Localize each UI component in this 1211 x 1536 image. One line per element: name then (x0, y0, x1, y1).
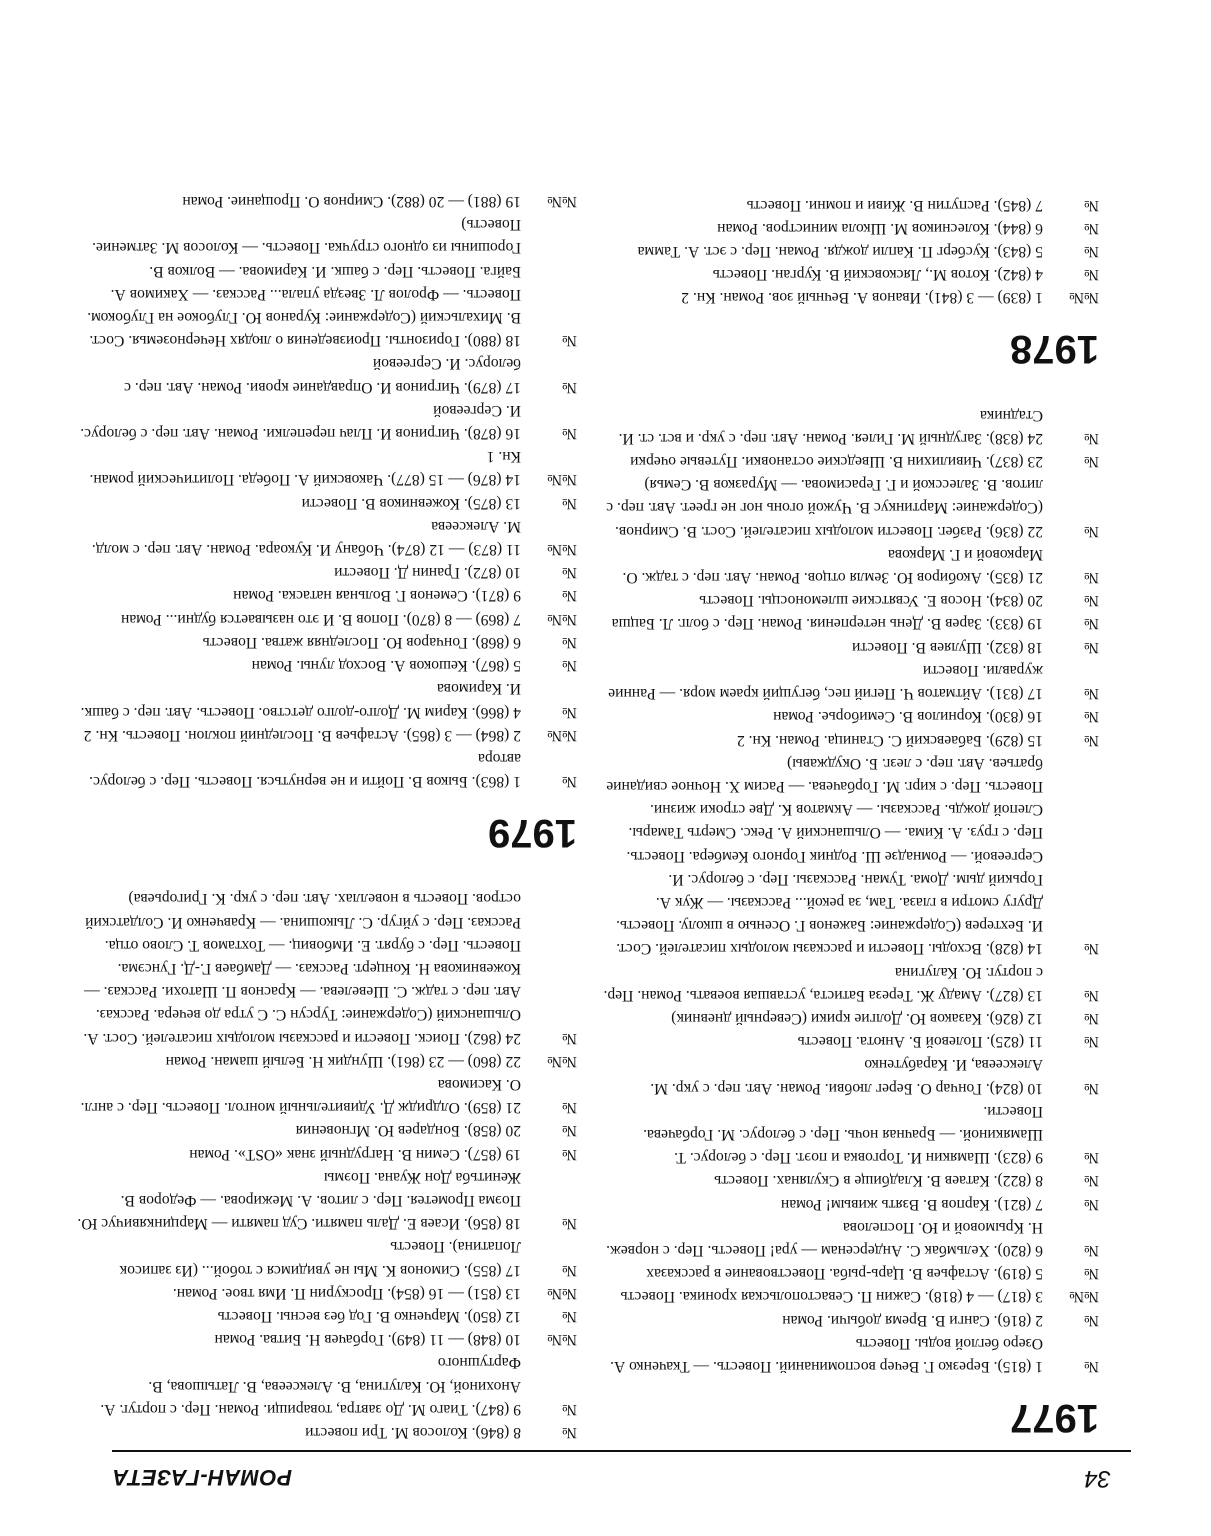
entry-text: 4 (866). Карим М. Долго-долго детство. Повесть. Авт. пер. с башк. И. Каримова (80, 680, 521, 721)
entry-text: 18 (880). Горизонты. Произведения о людях Нечерноземья. Сост. В. Михальский (Содержание: Куранов Ю. Глубокое на Глубоком. Повесть. — Фролов Л. Звезда упала... Рассказ. — Хакимов А. Байга. Повесть. Пер. с башк. И. Каримова. — Волков В. Горошины из одного стручка. Повесть. — Колосов М. Затмение. Повесть) (87, 216, 521, 350)
entry-text: 12 (850). Марченко В. Год без весны. Повесть (217, 1307, 521, 1325)
entry-number-sign: № (1084, 1358, 1099, 1375)
catalog-entry (77, 1119, 577, 1142)
catalog-entry (599, 636, 1099, 659)
catalog-entry (599, 1192, 1099, 1215)
catalog-entry (599, 217, 1099, 240)
entry-number-sign: № (1084, 569, 1099, 587)
entry-text: 7 (821). Карпов В. Взять живым! Роман (780, 1195, 1043, 1213)
entry-text: 18 (856). Исаев Е. Даль памяти. Суд памяти — Марцинкявичус Ю. Поэма Прометея. Пер. с литов. А. Межирова. — Федоров В. Женитьба Дон Жуана. Поэмы (77, 1168, 521, 1233)
entry-number-sign: №№ (1069, 1288, 1099, 1306)
catalog-entry (599, 705, 1099, 728)
entry-text: 2 (864) — 3 (865). Астафьев В. Последний поклон. Повесть. Кн. 2 (83, 726, 521, 744)
entry-text: 8 (822). Катаев В. Кладбище в Скулянах. Повесть (714, 1172, 1043, 1190)
entry-text: 16 (878). Чигринов И. Плач перепелки. Роман. Авт. пер. с белорус. И. Сергеевой (80, 401, 521, 443)
entry-number-sign: № (1084, 638, 1099, 656)
entry-number-sign: № (1084, 243, 1099, 261)
year-heading-1977: 1977 (1010, 1396, 1099, 1440)
catalog-entry (77, 1235, 577, 1281)
entry-text: 2 (816). Санги В. Время добычи. Роман (782, 1311, 1043, 1329)
entry-number-sign: № (1084, 1172, 1099, 1190)
entry-number-sign: № (1084, 731, 1099, 749)
catalog-entry (599, 1216, 1099, 1262)
catalog-entry (599, 1100, 1099, 1170)
entries-1978-continued (77, 887, 577, 1444)
entry-text: 7 (869) — 8 (870). Попов В. И это называется будни... Роман (120, 610, 521, 628)
entry-text: 17 (879). Чигринов И. Оправдание крови. Роман. Авт. пер. с белорус. И. Сергеевой (124, 355, 521, 396)
catalog-entry (77, 1421, 577, 1444)
catalog-entry (599, 1332, 1099, 1378)
left-column (599, 193, 1099, 1444)
entry-text: 22 (860) — 23 (861). Шундик Н. Белый шаман. Роман (165, 1052, 521, 1070)
entry-text: 17 (831). Айтматов Ч. Пегий пес, бегущий краем моря. — Ранние журавли. Повести (608, 661, 1043, 703)
entry-text: 1 (839) — 3 (841). Иванов А. Вечный зов. Роман. Кн. 2 (681, 289, 1043, 307)
entry-text: 11 (825). Полевой Б. Анюта. Повесть (797, 1033, 1043, 1051)
entry-number-sign: № (562, 1122, 577, 1140)
entry-number-sign: № (562, 657, 577, 675)
catalog-entry (599, 450, 1099, 473)
entry-number-sign: № (1084, 429, 1099, 447)
catalog-entry (77, 1282, 577, 1305)
entry-number-sign: № (1084, 453, 1099, 471)
entry-text: 10 (848) — 11 (849). Горбачев Н. Битва. Роман (214, 1331, 521, 1349)
entry-number-sign: № (562, 1261, 577, 1279)
entry-number-sign: № (1084, 940, 1099, 958)
entry-text: 6 (820). Хельмбак С. Андерсенам — ура! Повесть. Пер. с норвеж. Н. Крымовой и Ю. Поспелова (606, 1218, 1043, 1259)
catalog-entry (77, 399, 577, 445)
entry-text: 1 (815). Березко Г. Вечер воспоминаний. Повесть. — Ткаченко А. Озеро беглой воды. Повесть (610, 1334, 1043, 1375)
entry-number-sign: № (562, 773, 577, 791)
catalog-entry (77, 584, 577, 607)
catalog-entry (599, 659, 1099, 705)
entry-text: 14 (876) — 15 (877). Чаковский А. Победа. Политический роман. Кн. 1 (89, 448, 521, 489)
entry-text: 9 (871). Семенов Г. Вольная натаска. Роман (233, 587, 521, 605)
entry-number-sign: № (1084, 1265, 1099, 1283)
page-header (112, 1450, 1131, 1492)
entry-text: 10 (872). Гранин Д. Повести (334, 564, 521, 582)
entry-text: 11 (873) — 12 (874). Чобану И. Кукоара. Роман. Авт. пер. с молд. М. Алексеева (91, 517, 521, 559)
entry-number-sign: №№ (547, 471, 577, 489)
entry-number-sign: № (1084, 1311, 1099, 1329)
entry-text: 24 (862). Поиск. Повести и рассказы молодых писателей. Сост. А. Ольшанский (Содержание: Турсун С. С утра до вечера. Рассказ. Авт. пер. с тадж. С. Шевелева. — Краснов П. Шатохи. Рассказ. — Кожевникова Н. Концерт. Рассказ. — Дамбаев Г.-Д. Гунсэма. Повесть. Пер. с бурят. Е. Имбовиц. — Тохтамов Т. Слово отца. Рассказ. Пер. с уйгур. С. Лыкошина. — Кравченко И. Солдатский остров. Повесть в новеллах. Авт. пер. с укр. К. Григорьева) (83, 890, 521, 1047)
entry-number-sign: №№ (547, 1052, 577, 1070)
entry-text: 7 (845). Распутин В. Живи и помни. Повесть (746, 196, 1043, 214)
entry-text: 3 (817) — 4 (818). Сажин П. Севастопольская хроника. Повесть (620, 1288, 1043, 1306)
catalog-entry (77, 561, 577, 584)
entry-text: 8 (846). Колосов М. Три повести (305, 1424, 521, 1441)
entry-number-sign: №№ (547, 726, 577, 744)
entry-text: 6 (844). Колесников М. Школа министров. Роман (717, 219, 1043, 237)
entry-number-sign: №№ (1069, 289, 1099, 307)
catalog-entry (77, 190, 577, 213)
entry-number-sign: №№ (547, 193, 577, 211)
entry-text: 5 (819). Астафьев В. Царь-рыба. Повествование в рассказах (646, 1265, 1043, 1283)
catalog-entry (599, 1053, 1099, 1099)
entry-text: 24 (838). Загудный М. Гилея. Роман. Авт. пер. с укр. и вст. ст. И. Стадника (618, 406, 1043, 447)
catalog-entry (77, 1305, 577, 1328)
entry-number-sign: №№ (547, 610, 577, 628)
entry-text: 19 (881) — 20 (882). Смирнов О. Прощание. Роман (182, 193, 521, 211)
entry-text: 18 (832). Шуляев В. Повести (852, 638, 1043, 656)
entry-text: 13 (827). Амаду Ж. Тереза Батиста, уставшая воевать. Роман. Пер. с португ. Ю. Калугина (603, 963, 1043, 1004)
catalog-entry (77, 1050, 577, 1073)
entry-text: 13 (851) — 16 (854). Проскурин П. Имя твое. Роман. (172, 1284, 521, 1302)
entries-1979 (77, 190, 577, 793)
catalog-entry (599, 473, 1099, 543)
entry-text: 17 (855). Симонов К. Мы не увидимся с тобой... (Из записок Лопатина). Повесть (119, 1238, 521, 1279)
entry-number-sign: № (562, 703, 577, 721)
entries-1977 (599, 403, 1099, 1378)
catalog-entry (599, 240, 1099, 263)
entries-1978 (599, 193, 1099, 309)
entry-number-sign: № (562, 1029, 577, 1047)
catalog-entry (77, 747, 577, 793)
entry-text: 5 (843). Кусберг П. Капли дождя. Роман. Пер. с эст. А. Тамма (637, 243, 1043, 261)
entry-number-sign: № (562, 1424, 577, 1441)
entry-number-sign: № (1084, 1033, 1099, 1051)
entry-number-sign: № (562, 425, 577, 443)
catalog-entry (599, 960, 1099, 1006)
entry-number-sign: № (1084, 1149, 1099, 1167)
catalog-entry (77, 1328, 577, 1351)
catalog-entry (77, 445, 577, 491)
entry-number-sign: № (1084, 986, 1099, 1004)
catalog-entry (77, 677, 577, 723)
entry-text: 16 (830). Корнилов В. Семиборье. Роман (773, 708, 1043, 726)
entry-number-sign: № (1084, 1079, 1099, 1097)
entry-number-sign: №№ (547, 1284, 577, 1302)
entry-number-sign: № (562, 494, 577, 512)
entry-number-sign: № (562, 332, 577, 350)
catalog-entry (599, 543, 1099, 589)
catalog-entry (599, 1308, 1099, 1331)
entry-number-sign: № (562, 587, 577, 605)
entry-number-sign: № (1084, 592, 1099, 610)
page-number: 34 (1084, 1465, 1111, 1492)
right-column (77, 190, 577, 1444)
catalog-entry (77, 631, 577, 654)
catalog-entry (77, 608, 577, 631)
entry-text: 4 (842). Котов М., Лясковский В. Курган. Повесть (712, 266, 1043, 284)
entry-number-sign: № (1084, 615, 1099, 633)
catalog-entry (599, 612, 1099, 635)
entry-number-sign: № (1084, 196, 1099, 214)
catalog-entry (77, 515, 577, 561)
catalog-entry (77, 654, 577, 677)
entry-text: 19 (857). Семин В. Нагрудный знак «OST». Роман (189, 1145, 521, 1163)
entry-number-sign: № (1084, 708, 1099, 726)
entry-text: 9 (823). Шамякин И. Торговка и поэт. Пер. с белорус. Т. Шамякиной. — Брачная ночь. Пер. с белорус. М. Горбачева. Повести. (643, 1102, 1043, 1167)
catalog-entry (599, 263, 1099, 286)
catalog-entry (599, 286, 1099, 309)
entry-number-sign: № (1084, 266, 1099, 284)
catalog-entry (599, 728, 1099, 751)
catalog-entry (599, 1262, 1099, 1285)
catalog-entry (77, 724, 577, 747)
entry-number-sign: № (562, 564, 577, 582)
entry-text: 14 (828). Всходы. Повести и рассказы молодых писателей. Сост. И. Бехтерев (Содержание: Баженов Г. Осенью в школу. Повесть. Другу смотри в глаза. Там, за рекой... Рассказы. — Жук А. Горький дым. Дома. Туман. Рассказы. Пер. с белорус. И. Сергеевой. — Ромнадзе Ш. Родник Горного Кембера. Повесть. Пер. с груз. А. Кима. — Ольшанский А. Рекс. Смерть Тамары. Слепой дождь. Рассказы. — Акматов К. Две строки жизни. Повесть. Пер. с кирг. М. Горбачева. — Расим Х. Ночное свидание братьев. Авт. пер. с лезг. Б. Окуджавы) (606, 754, 1043, 958)
entry-text: 21 (835). Акобиров Ю. Земля отцов. Роман. Авт. пер. с тадж. О. Марковой и Г. Маркова (622, 545, 1043, 587)
entry-text: 12 (826). Казаков Ю. Долгие крики (Северный дневник) (671, 1009, 1043, 1027)
entry-text: 13 (875). Кожевников В. Повести (301, 494, 521, 512)
catalog-entry (77, 1142, 577, 1165)
entry-text: 1 (863). Быков В. Пойти и не вернуться. Повесть. Пер. с белорус. автора (89, 749, 521, 791)
entry-text: 9 (847). Тиаго М. До завтра, товарищи. Роман. Пер. с португ. А. Анохиной, Ю. Калугина, В. Алексеева, В. Латышова, В. Фартушного (100, 1354, 521, 1418)
entry-number-sign: № (1084, 219, 1099, 237)
entry-text: 15 (829). Бабаевский С. Станица. Роман. Кн. 2 (736, 731, 1043, 749)
catalog-entry (77, 1166, 577, 1236)
entry-number-sign: №№ (547, 1331, 577, 1349)
entry-number-sign: № (1084, 685, 1099, 703)
year-heading-1979: 1979 (488, 811, 577, 856)
entry-number-sign: № (562, 378, 577, 396)
catalog-entry (599, 1007, 1099, 1030)
entry-text: 10 (824). Гончар О. Берег любви. Роман. Авт. пер. с укр. М. Алексеева, И. Карабутенко (650, 1056, 1043, 1097)
entry-number-sign: № (1084, 1009, 1099, 1027)
entry-text: 22 (836). Разбег. Повести молодых писателей. Сост. В. Смирнов. (Содержание: Мартинкус В. Чужой огонь ног не греет. Авт. пер. с литов. В. Залесской и Г. Герасимова. — Муразков В. Семья) (606, 476, 1043, 540)
entry-number-sign: №№ (547, 541, 577, 559)
year-heading-1978: 1978 (1010, 327, 1099, 372)
entry-text: 19 (833). Зарев В. День нетерпения. Роман. Пер. с болг. Л. Бацша (611, 615, 1043, 633)
entry-number-sign: № (562, 1307, 577, 1325)
catalog-entry (599, 752, 1099, 961)
entry-number-sign: № (562, 1099, 577, 1117)
magazine-title: РОМАН-ГАЗЕТА (112, 1465, 292, 1490)
entry-number-sign: № (1084, 1195, 1099, 1213)
catalog-entry (77, 1351, 577, 1421)
entry-number-sign: № (562, 1215, 577, 1233)
entry-text: 20 (858). Бондарев Ю. Мгновения (295, 1122, 521, 1140)
catalog-entry (77, 491, 577, 514)
catalog-entry (599, 589, 1099, 612)
catalog-entry (77, 352, 577, 398)
catalog-entry (599, 1030, 1099, 1053)
catalog-entry (599, 193, 1099, 216)
catalog-entry (599, 1169, 1099, 1192)
entry-number-sign: № (1084, 522, 1099, 540)
entry-number-sign: № (1084, 1241, 1099, 1259)
entry-number-sign: № (562, 1400, 577, 1418)
catalog-entry (77, 887, 577, 1049)
entry-text: 6 (868). Гончаров Ю. Последняя жатва. Повесть (202, 633, 521, 651)
catalog-entry (599, 1285, 1099, 1308)
catalog-entry (599, 403, 1099, 449)
catalog-entry (77, 1073, 577, 1119)
entry-text: 21 (859). Олдридж Д. Удивительный монгол. Повесть. Пер. с англ. О. Касимова (80, 1075, 521, 1117)
entry-number-sign: № (562, 633, 577, 651)
entry-text: 20 (834). Носов Е. Усвятские шлемоносцы. Повесть (699, 592, 1043, 610)
entry-text: 5 (867). Кешоков А. Восход луны. Роман (251, 657, 521, 675)
catalog-entry (77, 213, 577, 352)
entry-text: 23 (837). Чивилихин В. Шведские остановки. Путевые очерки (630, 453, 1043, 471)
entry-number-sign: № (562, 1145, 577, 1163)
